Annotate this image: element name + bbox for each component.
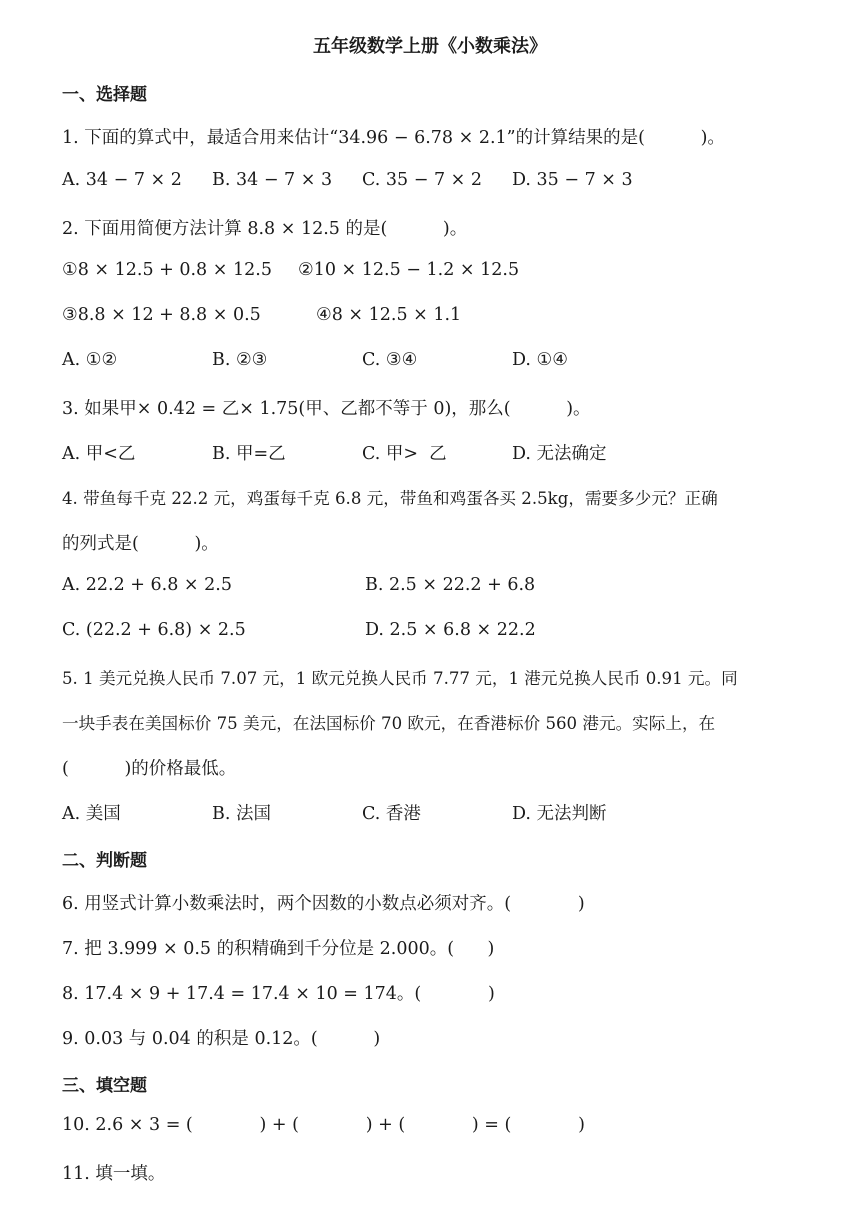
question-2: 2. 下面用简便方法计算 8.8 × 12.5 的是( )。 bbox=[62, 219, 468, 239]
q2-option-d: D. ①④ bbox=[512, 350, 568, 370]
question-8: 8. 17.4 × 9 + 17.4 = 17.4 × 10 = 174。( ) bbox=[62, 984, 495, 1004]
section-heading-judgement: 二、判断题 bbox=[62, 851, 147, 871]
q5-option-a: A. 美国 bbox=[62, 804, 121, 824]
q2-option-b: B. ②③ bbox=[212, 350, 268, 370]
page-title: 五年级数学上册《小数乘法》 bbox=[313, 36, 547, 57]
question-7: 7. 把 3.999 × 0.5 的积精确到千分位是 2.000。( ) bbox=[62, 939, 495, 959]
question-10: 10. 2.6 × 3 = ( ) + ( ) + ( ) = ( ) bbox=[62, 1115, 585, 1135]
question-9: 9. 0.03 与 0.04 的积是 0.12。( ) bbox=[62, 1029, 381, 1049]
question-1: 1. 下面的算式中，最适合用来估计“34.96 − 6.78 × 2.1”的计算结果的是( )。 bbox=[62, 128, 725, 148]
q5-option-c: C. 香港 bbox=[362, 804, 421, 824]
question-11: 11. 填一填。 bbox=[62, 1164, 166, 1184]
q3-option-a: A. 甲<乙 bbox=[62, 444, 136, 464]
question-4-line-1: 4. 带鱼每千克 22.2 元，鸡蛋每千克 6.8 元，带鱼和鸡蛋各买 2.5kg，需要多少元？正确 bbox=[62, 489, 718, 508]
q4-option-b: B. 2.5 × 22.2 + 6.8 bbox=[365, 575, 536, 595]
q4-option-c: C. (22.2 + 6.8) × 2.5 bbox=[62, 620, 246, 640]
question-6: 6. 用竖式计算小数乘法时，两个因数的小数点必须对齐。( ) bbox=[62, 894, 585, 914]
q3-option-c: C. 甲> 乙 bbox=[362, 444, 447, 464]
q4-option-a: A. 22.2 + 6.8 × 2.5 bbox=[62, 575, 232, 595]
q2-option-a: A. ①② bbox=[62, 350, 118, 370]
q3-option-d: D. 无法确定 bbox=[512, 444, 607, 464]
section-heading-fill-in: 三、填空题 bbox=[62, 1076, 147, 1096]
q1-option-d: D. 35 − 7 × 3 bbox=[512, 170, 633, 190]
q2-option-c: C. ③④ bbox=[362, 350, 418, 370]
q5-option-d: D. 无法判断 bbox=[512, 804, 607, 824]
q4-option-d: D. 2.5 × 6.8 × 22.2 bbox=[365, 620, 536, 640]
q1-option-a: A. 34 − 7 × 2 bbox=[62, 170, 182, 190]
q5-option-b: B. 法国 bbox=[212, 804, 271, 824]
question-5-line-3: ( )的价格最低。 bbox=[62, 759, 237, 779]
question-5-line-1: 5. 1 美元兑换人民币 7.07 元，1 欧元兑换人民币 7.77 元，1 港元兑换人民币 0.91 元。同 bbox=[62, 669, 738, 688]
question-3: 3. 如果甲× 0.42 = 乙× 1.75(甲、乙都不等于 0)，那么( )。 bbox=[62, 399, 591, 419]
q2-item-3: ③8.8 × 12 + 8.8 × 0.5 bbox=[62, 305, 261, 325]
question-4-line-2: 的列式是( )。 bbox=[62, 534, 219, 554]
q2-item-1: ①8 × 12.5 + 0.8 × 12.5 bbox=[62, 260, 272, 280]
question-5-line-2: 一块手表在美国标价 75 美元，在法国标价 70 欧元，在香港标价 560 港元。实际上，在 bbox=[62, 714, 716, 733]
q1-option-b: B. 34 − 7 × 3 bbox=[212, 170, 333, 190]
q3-option-b: B. 甲=乙 bbox=[212, 444, 286, 464]
q2-item-4: ④8 × 12.5 × 1.1 bbox=[316, 305, 462, 325]
q2-item-2: ②10 × 12.5 − 1.2 × 12.5 bbox=[298, 260, 520, 280]
q1-option-c: C. 35 − 7 × 2 bbox=[362, 170, 483, 190]
section-heading-choice: 一、选择题 bbox=[62, 85, 147, 105]
